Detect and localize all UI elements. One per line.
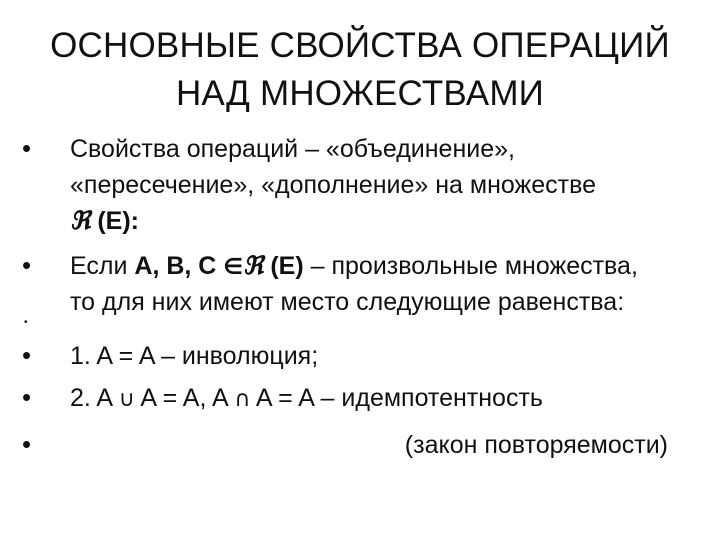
bullet-5-text: (закон повторяемости) <box>404 431 668 459</box>
slide-title <box>40 22 680 118</box>
bullet-2-prefix: Если <box>70 252 135 280</box>
bullet-dot: • <box>22 382 32 412</box>
union-symbol: ∪ <box>118 387 135 412</box>
bullet-1-line-2: «пересечение», «дополнение» на множестве <box>70 171 596 199</box>
bullet-4-part-1: 2. A <box>70 384 112 412</box>
set-e-label: (E): <box>97 207 139 235</box>
bullet-dot: • <box>22 250 32 280</box>
bullet-dot: • <box>22 429 32 459</box>
title-line-1: ОСНОВНЫЕ СВОЙСТВА ОПЕРАЦИЙ <box>50 26 670 65</box>
intersection-symbol: ∩ <box>234 387 251 412</box>
bullet-4-line <box>70 383 543 415</box>
fraktur-r-symbol: ℜ <box>243 251 264 280</box>
bullet-4-part-2: A = A, A <box>140 384 228 412</box>
set-e-label: (E) <box>270 252 304 280</box>
bullet-dot: • <box>22 133 32 163</box>
element-of-symbol: ∈ <box>223 255 244 280</box>
bullet-2-vars: A, B, C <box>134 252 217 280</box>
fraktur-r-symbol: ℜ <box>70 206 91 235</box>
bullet-2-line-2: то для них имеют место следующие равенства: <box>70 288 625 316</box>
bullet-1-line-3 <box>70 206 139 236</box>
bullet-2-line-1 <box>70 251 638 283</box>
bullet-dot: • <box>22 340 32 370</box>
bullet-2-suffix: – произвольные множества, <box>303 252 638 280</box>
bullet-3-text: 1. A = A – инволюция; <box>70 342 319 370</box>
bullet-4-part-3: A = A – идемпотентность <box>255 384 543 412</box>
bullet-1-line-1: Свойства операций – «объединение», <box>70 135 515 163</box>
small-bullet-dot: • <box>24 317 28 328</box>
title-line-2: НАД МНОЖЕСТВАМИ <box>175 74 545 113</box>
